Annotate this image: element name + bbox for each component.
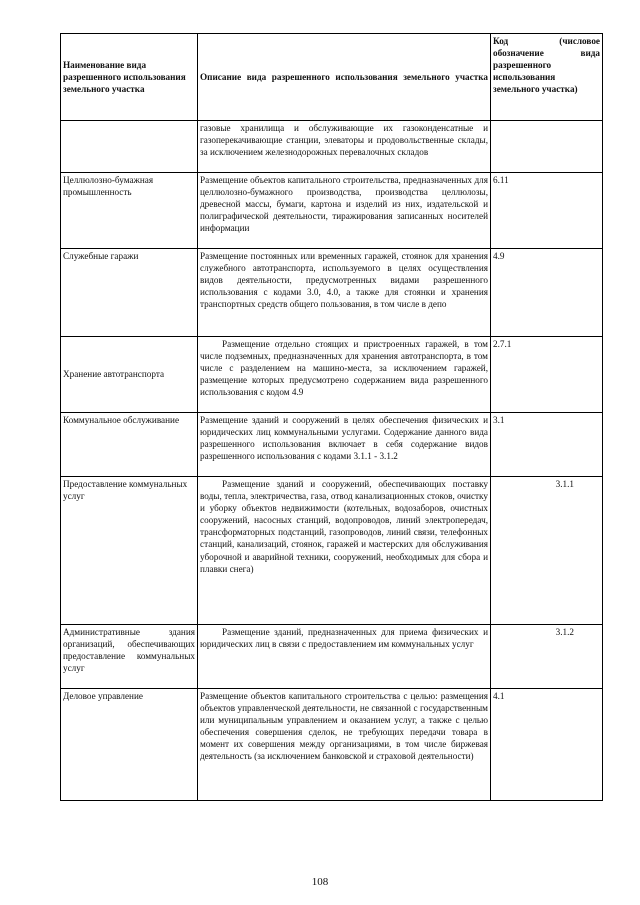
row-code-cell bbox=[491, 477, 603, 625]
row-description-cell bbox=[198, 173, 491, 249]
row-name-cell bbox=[61, 413, 198, 477]
row-description-cell bbox=[198, 121, 491, 173]
row-name-cell bbox=[61, 689, 198, 801]
row-description-cell bbox=[198, 477, 491, 625]
row-name-text: Служебные гаражи bbox=[63, 251, 139, 261]
table-row bbox=[61, 249, 603, 337]
row-name-text: Деловое управление bbox=[63, 691, 143, 701]
row-description-text: Размещение отдельно стоящих и пристроенных гаражей, в том числе подземных, предназначенных для хранения автотранспорта, в том числе с разделением на машино-места, за исключением гаражей, размещение которых предусмотрено содержанием вида разрешенного использования с кодом 4.9 bbox=[200, 339, 488, 398]
row-name-cell bbox=[61, 249, 198, 337]
row-code-text: 2.7.1 bbox=[493, 339, 512, 349]
row-description-text: Размещение объектов капитального строительства с целью: размещения объектов управленческой деятельности, не связанной с государственным или муниципальным управлением и оказанием услуг, а также с целью обеспечения совершения сделок, не требующих передачи товара в момент их совершения между организациями, в том числе биржевая деятельность (за исключением банковской и страховой деятельности) bbox=[200, 691, 488, 762]
row-code-text: 3.1 bbox=[493, 415, 505, 425]
row-code-cell bbox=[491, 337, 603, 413]
row-description-text: газовые хранилища и обслуживающие их газоконденсатные и газоперекачивающие станции, элеваторы и продовольственные склады, за исключением железнодорожных перевалочных складов bbox=[200, 123, 488, 158]
row-name-text: Административные здания организаций, обеспечивающих предоставление коммунальных услуг bbox=[63, 627, 195, 674]
row-description-text: Размещение постоянных или временных гаражей, стоянок для хранения служебного автотранспорта, используемого в целях осуществления видов деятельности, предусмотренных видами разрешенного использования с кодами 3.0, 4.0, а также для стоянки и хранения транспортных средств общего пользования, в том числе в депо bbox=[200, 251, 488, 310]
row-code-text: 6.11 bbox=[493, 175, 509, 185]
row-description-cell bbox=[198, 625, 491, 689]
table-row bbox=[61, 337, 603, 413]
row-description-text: Размещение объектов капитального строительства, предназначенных для целлюлозно-бумажного производства, производства целлюлозы, древесной массы, бумаги, картона и изделий из них, издательской и полиграфической деятельности, тиражирования записанных носителей информации bbox=[200, 175, 488, 234]
row-name-text: Хранение автотранспорта bbox=[63, 369, 165, 380]
row-name-cell bbox=[61, 477, 198, 625]
table-row bbox=[61, 121, 603, 173]
header-name-cell bbox=[61, 34, 198, 121]
row-description-cell bbox=[198, 249, 491, 337]
row-code-text: 3.1.1 bbox=[555, 479, 574, 489]
header-description-text: Описание вида разрешенного использования земельного участка bbox=[200, 71, 488, 82]
row-description-cell bbox=[198, 689, 491, 801]
row-name-text: Предоставление коммунальных услуг bbox=[63, 479, 188, 502]
land-use-table bbox=[60, 33, 603, 801]
row-name-cell bbox=[61, 337, 198, 413]
row-code-cell bbox=[491, 121, 603, 173]
header-name-text: Наименование вида разрешенного использования земельного участка bbox=[63, 59, 186, 95]
table-row bbox=[61, 173, 603, 249]
page-number: 108 bbox=[311, 876, 329, 888]
row-code-text: 4.1 bbox=[493, 691, 505, 701]
row-name-cell bbox=[61, 173, 198, 249]
row-name-cell bbox=[61, 121, 198, 173]
table-header-row bbox=[61, 34, 603, 121]
row-code-cell bbox=[491, 625, 603, 689]
header-description-cell bbox=[198, 34, 491, 121]
row-code-text: 3.1.2 bbox=[555, 627, 574, 637]
table-row bbox=[61, 413, 603, 477]
row-code-cell bbox=[491, 413, 603, 477]
row-description-cell bbox=[198, 337, 491, 413]
table-row bbox=[61, 477, 603, 625]
row-description-text: Размещение зданий, предназначенных для приема физических и юридических лиц в связи с предоставлением им коммунальных услуг bbox=[200, 627, 488, 650]
row-description-text: Размещение зданий и сооружений в целях обеспечения физических и юридических лиц коммунальными услугами. Содержание данного вида разрешенного использования включает в себя содержание видов разрешенного использования с кодами 3.1.1 - 3.1.2 bbox=[200, 415, 488, 462]
row-code-cell bbox=[491, 173, 603, 249]
row-name-text: Целлюлозно-бумажная промышленность bbox=[63, 175, 154, 198]
row-description-cell bbox=[198, 413, 491, 477]
row-code-cell bbox=[491, 689, 603, 801]
row-name-text: Коммунальное обслуживание bbox=[63, 415, 180, 425]
row-code-cell bbox=[491, 249, 603, 337]
table-row bbox=[61, 689, 603, 801]
header-code-cell bbox=[491, 34, 603, 121]
row-name-cell bbox=[61, 625, 198, 689]
row-code-text: 4.9 bbox=[493, 251, 505, 261]
table-row bbox=[61, 625, 603, 689]
header-code-text: Код (числовое обозначение вида разрешенного использования земельного участка) bbox=[493, 36, 600, 95]
row-description-text: Размещение зданий и сооружений, обеспечивающих поставку воды, тепла, электричества, газа, отвод канализационных стоков, очистку и уборку объектов недвижимости (котельных, водозаборов, очистных сооружений, насосных станций, водопроводов, линий электропередач, трансформаторных подстанций, газопроводов, линий связи, телефонных станций, канализаций, стоянок, гаражей и мастерских для обслуживания уборочной и аварийной техники, сооружений, необходимых для сбора и плавки снега) bbox=[200, 479, 488, 574]
